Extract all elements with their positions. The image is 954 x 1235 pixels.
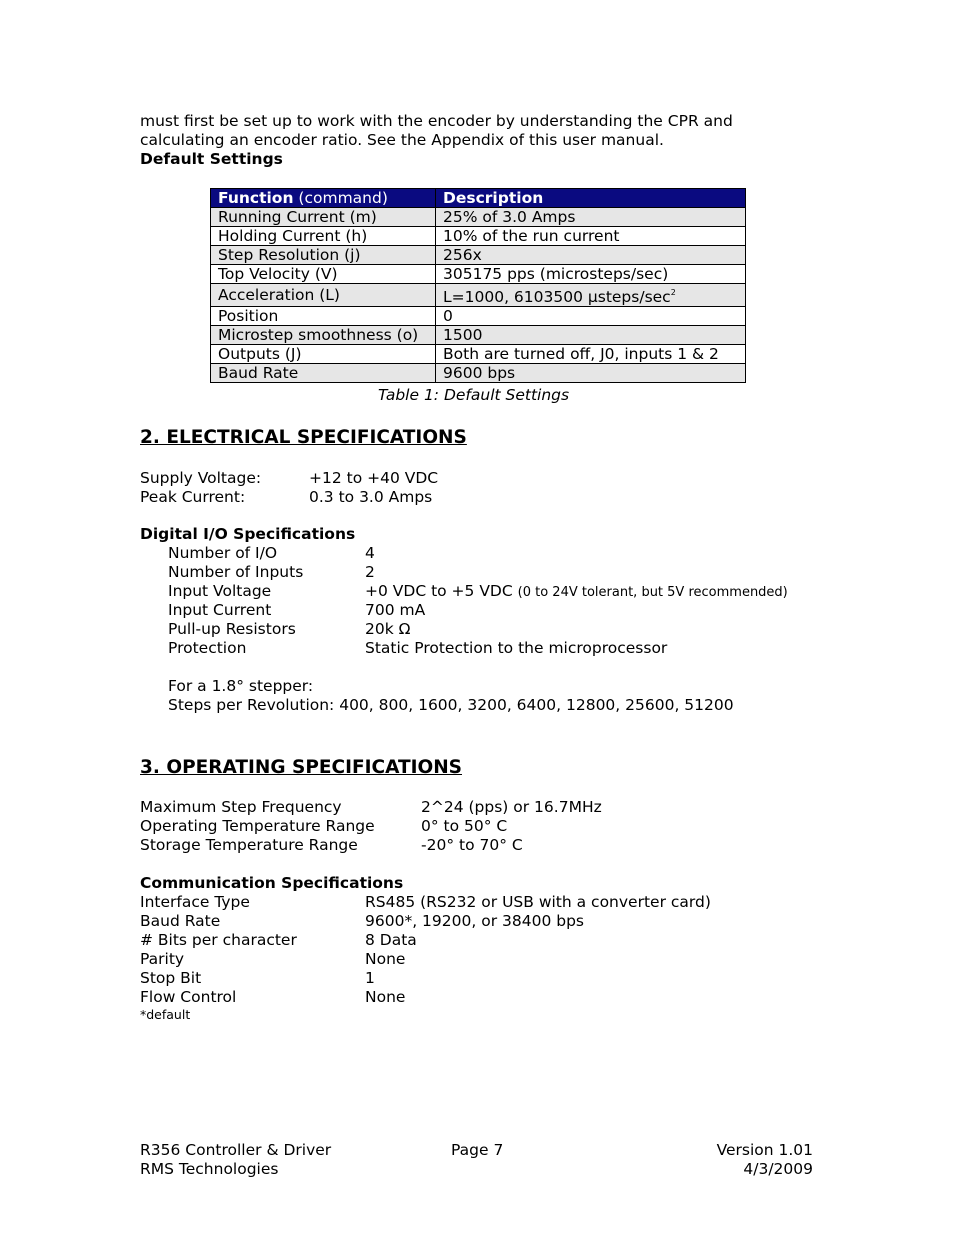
comm-value: 9600*, 19200, or 38400 bps bbox=[365, 912, 584, 930]
spec-value: 0.3 to 3.0 Amps bbox=[309, 488, 433, 506]
footer-page-number: Page 7 bbox=[451, 1141, 504, 1159]
table-row: Step Resolution (j) 256x bbox=[211, 246, 746, 265]
table-row: Microstep smoothness (o) 1500 bbox=[211, 326, 746, 345]
default-settings-table bbox=[210, 188, 746, 383]
io-value: 2 bbox=[365, 563, 375, 581]
table-row: Baud Rate 9600 bps bbox=[211, 364, 746, 383]
comm-value: 8 Data bbox=[365, 931, 417, 949]
intro-line-2: calculating an encoder ratio. See the Appendix of this user manual. bbox=[140, 131, 664, 149]
comm-value: RS485 (RS232 or USB with a converter card) bbox=[365, 893, 711, 911]
io-value: +0 VDC to +5 VDC (0 to 24V tolerant, but 5V recommended) bbox=[365, 582, 788, 600]
io-label: Input Voltage bbox=[168, 582, 272, 600]
io-label: Number of Inputs bbox=[168, 563, 304, 581]
defaults-heading: Default Settings bbox=[140, 150, 283, 168]
io-label: Pull-up Resistors bbox=[168, 620, 296, 638]
footer-product: R356 Controller & Driver bbox=[140, 1141, 332, 1159]
table-row: Position 0 bbox=[211, 307, 746, 326]
spec-label: Operating Temperature Range bbox=[140, 817, 375, 835]
digital-io-heading: Digital I/O Specifications bbox=[140, 525, 356, 543]
io-label: Input Current bbox=[168, 601, 272, 619]
operating-heading: 3. OPERATING SPECIFICATIONS bbox=[140, 757, 462, 778]
stepper-line-1: For a 1.8° stepper: bbox=[168, 677, 314, 695]
spec-label: Supply Voltage: bbox=[140, 469, 262, 487]
spec-label: Maximum Step Frequency bbox=[140, 798, 342, 816]
spec-value: +12 to +40 VDC bbox=[309, 469, 439, 487]
intro-line-1: must first be set up to work with the encoder by understanding the CPR and bbox=[140, 112, 733, 130]
io-value: 700 mA bbox=[365, 601, 426, 619]
table-header-row bbox=[211, 189, 746, 208]
table-row: Top Velocity (V) 305175 pps (microsteps/sec) bbox=[211, 265, 746, 284]
electrical-heading: 2. ELECTRICAL SPECIFICATIONS bbox=[140, 427, 467, 448]
description-column-header: Description bbox=[436, 189, 746, 208]
footer-date: 4/3/2009 bbox=[743, 1160, 813, 1178]
table-row: Acceleration (L) L=1000, 6103500 µsteps/$\sec^2$ bbox=[211, 284, 746, 307]
io-label: Protection bbox=[168, 639, 247, 657]
io-value: 4 bbox=[365, 544, 375, 562]
io-label: Number of I/O bbox=[168, 544, 278, 562]
io-note: (0 to 24V tolerant, but 5V recommended) bbox=[517, 585, 788, 600]
table-caption: Table 1: Default Settings bbox=[378, 386, 570, 404]
spec-label: Peak Current: bbox=[140, 488, 246, 506]
footer-company: RMS Technologies bbox=[140, 1160, 279, 1178]
comm-label: Flow Control bbox=[140, 988, 237, 1006]
footer-version: Version 1.01 bbox=[716, 1141, 813, 1159]
stepper-line-2: Steps per Revolution: 400, 800, 1600, 3200, 6400, 12800, 25600, 51200 bbox=[168, 696, 734, 714]
comm-label: # Bits per character bbox=[140, 931, 297, 949]
spec-value: 0° to 50° C bbox=[421, 817, 508, 835]
table-row: Holding Current (h) 10% of the run current bbox=[211, 227, 746, 246]
spec-value: 2^24 (pps) or 16.7MHz bbox=[421, 798, 602, 816]
spec-label: Storage Temperature Range bbox=[140, 836, 358, 854]
table-row: Outputs (J) Both are turned off, J0, inputs 1 & 2 bbox=[211, 345, 746, 364]
communication-heading: Communication Specifications bbox=[140, 874, 404, 892]
comm-label: Interface Type bbox=[140, 893, 250, 911]
comm-value: None bbox=[365, 950, 406, 968]
comm-value: None bbox=[365, 988, 406, 1006]
comm-label: Stop Bit bbox=[140, 969, 202, 987]
comm-label: Parity bbox=[140, 950, 185, 968]
spec-value: -20° to 70° C bbox=[421, 836, 523, 854]
table-row: Running Current (m) 25% of 3.0 Amps bbox=[211, 208, 746, 227]
comm-label: Baud Rate bbox=[140, 912, 221, 930]
footnote: *default bbox=[140, 1007, 191, 1022]
io-value: 20k Ω bbox=[365, 620, 411, 638]
function-column-header: Function (command) bbox=[211, 189, 436, 208]
comm-value: 1 bbox=[365, 969, 375, 987]
io-value: Static Protection to the microprocessor bbox=[365, 639, 668, 657]
